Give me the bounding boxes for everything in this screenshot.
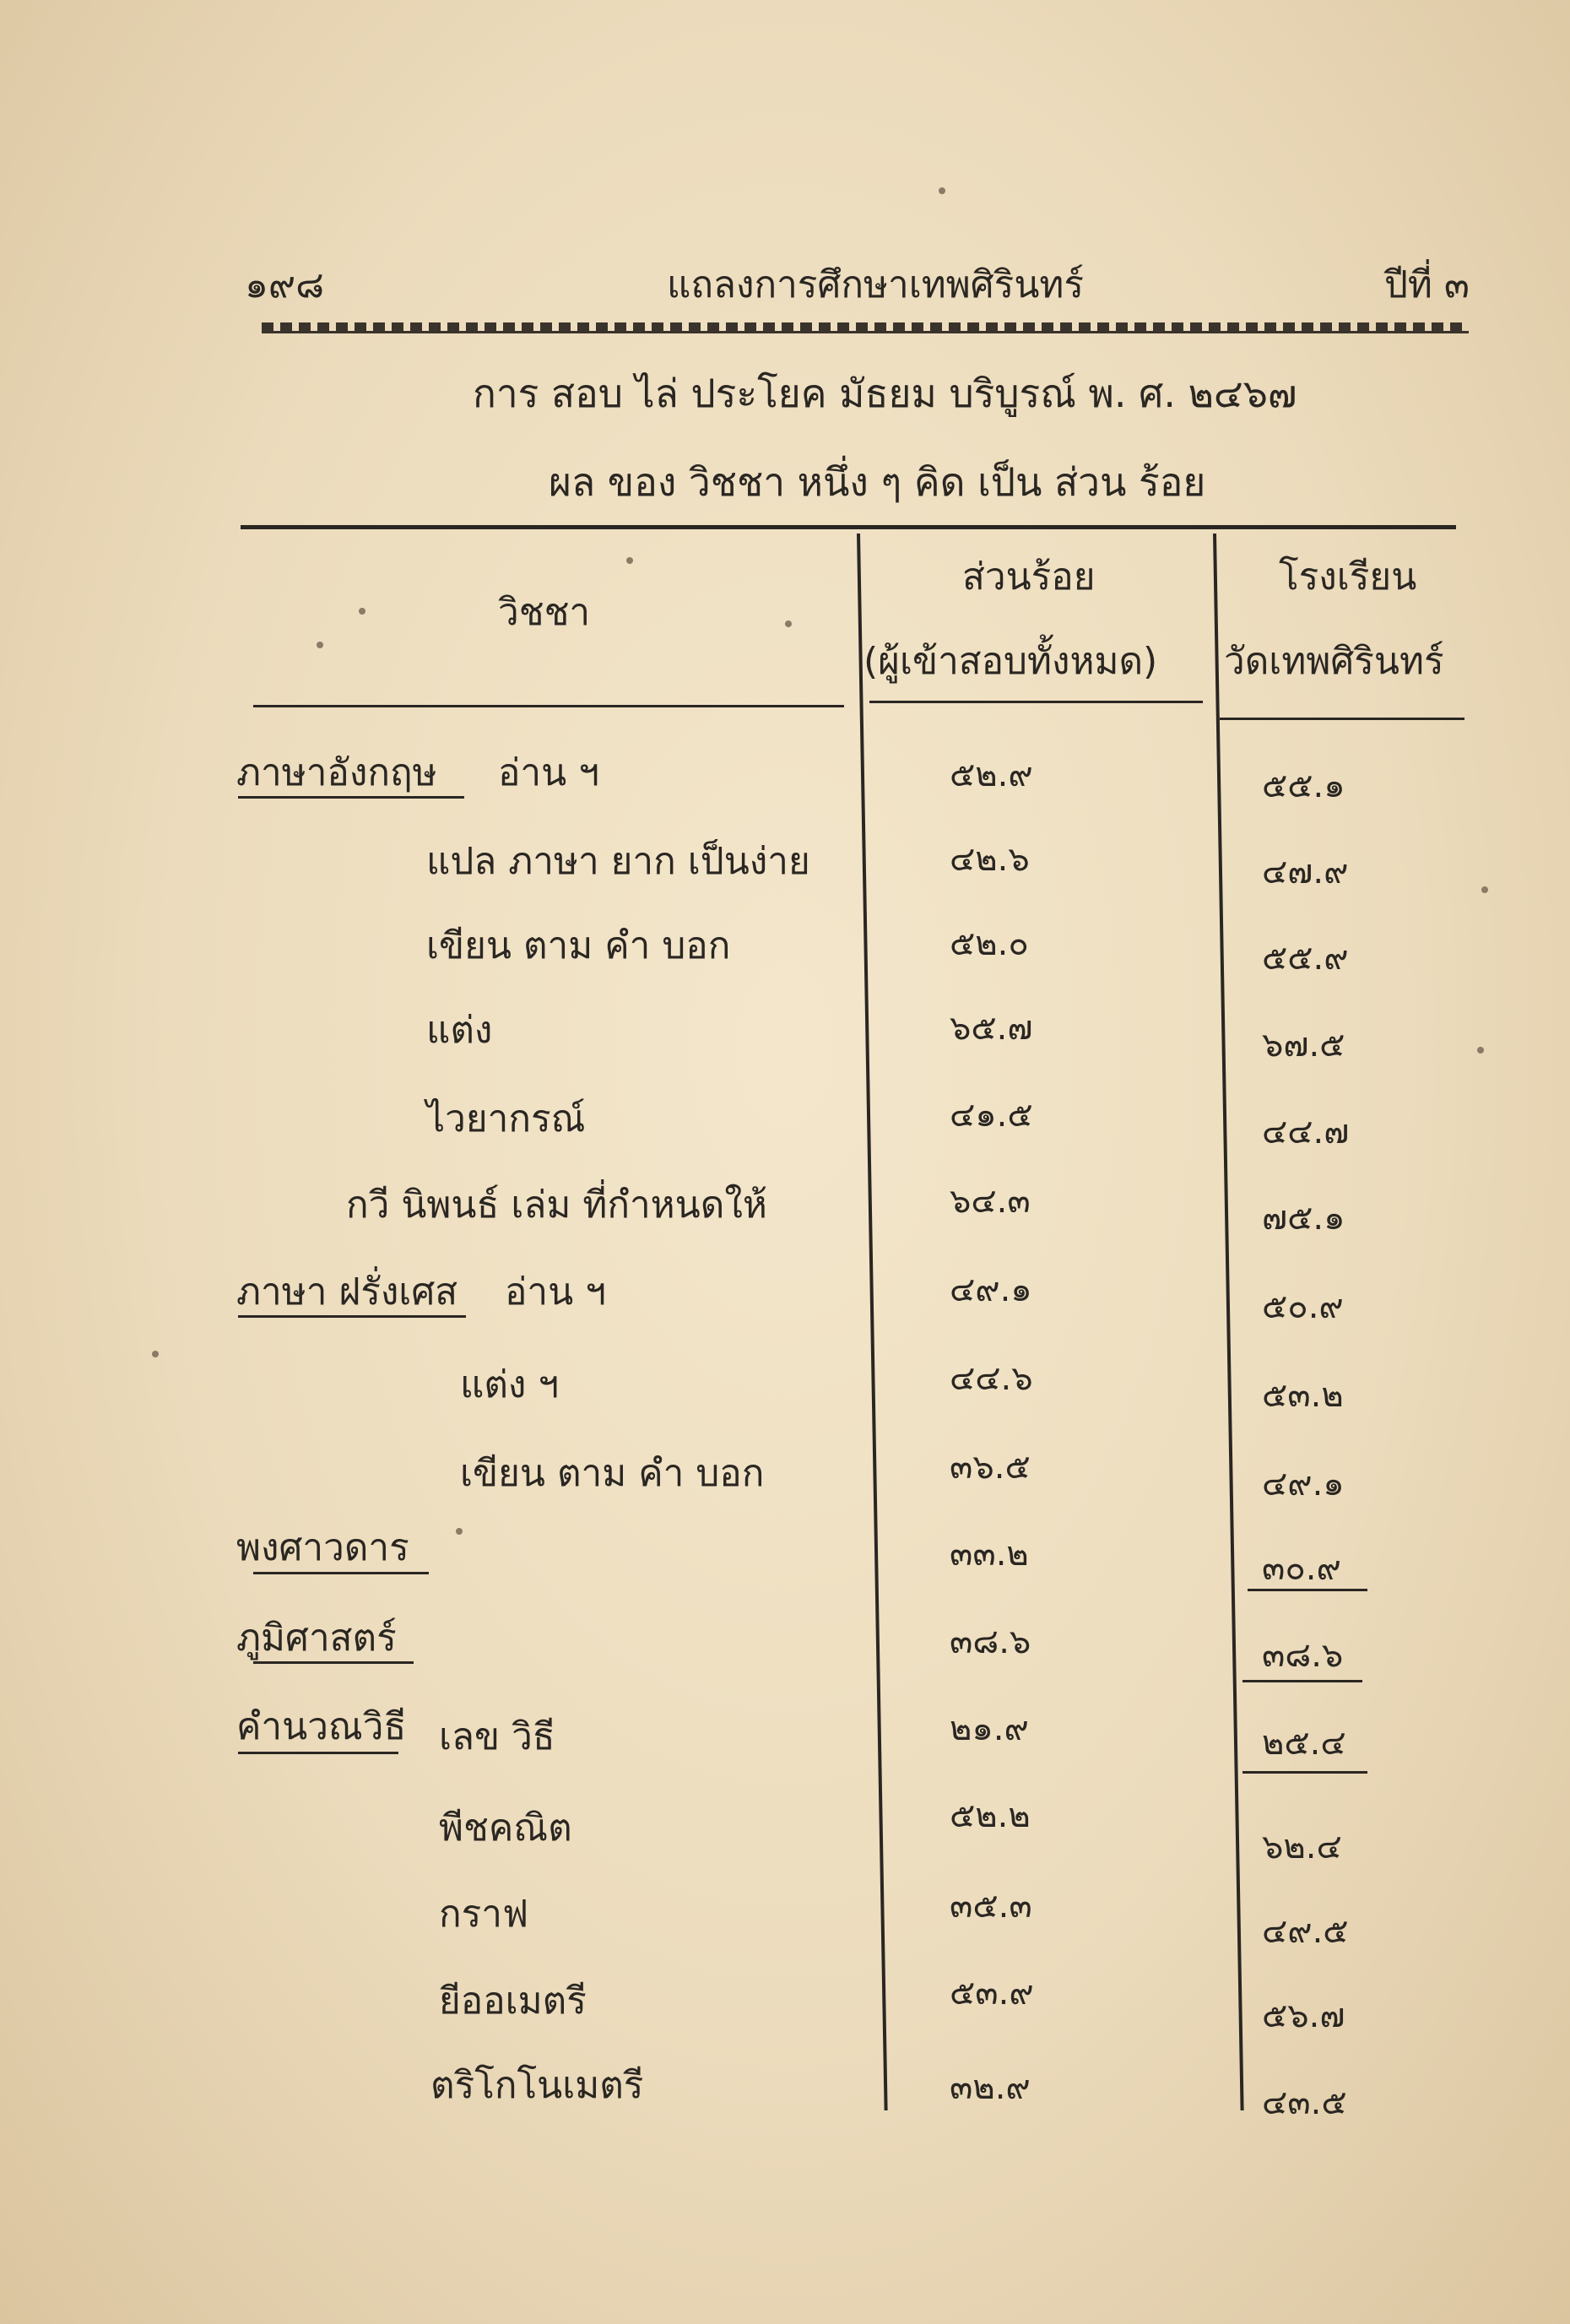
row-item: กวี นิพนธ์ เล่ม ที่กำหนดให้ [346, 1184, 767, 1227]
exam-title: การ สอบ ไล่ ประโยค มัธยม บริบูรณ์ พ. ศ. ๒๔๖๗ [473, 371, 1297, 416]
row-item: กราฟ [439, 1893, 529, 1936]
row-item: เขียน ตาม คำ บอก [426, 924, 731, 967]
paper-speck [785, 620, 792, 627]
value-school: ๔๓.๕ [1262, 2083, 1347, 2122]
row-item: แต่ง [426, 1009, 493, 1052]
value-all: ๕๒.๙ [950, 756, 1033, 794]
value-all: ๓๓.๒ [950, 1535, 1029, 1574]
value-all: ๔๒.๖ [950, 840, 1030, 879]
header-underline-school [1220, 718, 1464, 720]
paper-speck [152, 1351, 159, 1357]
paper-speck [1477, 1047, 1484, 1054]
value-underline-geography [1242, 1680, 1362, 1682]
value-school: ๔๗.๙ [1262, 853, 1349, 891]
group-underline-mathematics [238, 1752, 398, 1754]
value-all: ๓๖.๕ [950, 1448, 1031, 1487]
group-label-english: ภาษาอังกฤษ [236, 751, 437, 794]
value-all: ๖๔.๓ [950, 1182, 1031, 1221]
header-dashed-rule [262, 322, 1469, 333]
value-all: ๔๙.๑ [950, 1270, 1032, 1309]
row-item: อ่าน ฯ [505, 1270, 606, 1314]
row-item: ไวยากรณ์ [426, 1097, 586, 1140]
value-all: ๓๘.๖ [950, 1622, 1031, 1661]
value-all: ๔๑.๕ [950, 1096, 1033, 1135]
value-school: ๕๕.๑ [1262, 767, 1345, 805]
chapter-label: ปีที่ ๓ [1384, 263, 1470, 306]
value-school: ๕๓.๒ [1262, 1376, 1344, 1415]
value-underline-history [1248, 1589, 1367, 1591]
row-item: แต่ง ฯ [460, 1363, 560, 1406]
value-school: ๒๕.๔ [1262, 1724, 1346, 1763]
value-all: ๓๕.๓ [950, 1887, 1032, 1926]
value-school: ๕๖.๗ [1262, 1996, 1345, 2035]
running-title: แถลงการศึกษาเทพศิรินทร์ [667, 263, 1085, 306]
row-item: แปล ภาษา ยาก เป็นง่าย [426, 840, 810, 883]
paper-speck [939, 187, 945, 194]
group-underline-geography [253, 1661, 414, 1664]
group-label-history: พงศาวดาร [236, 1526, 409, 1569]
value-all: ๖๕.๗ [950, 1009, 1033, 1048]
column-header-school-name: วัดเทพศิรินทร์ [1224, 640, 1444, 683]
value-school: ๔๙.๕ [1262, 1912, 1349, 1951]
value-underline-arithmetic [1242, 1771, 1367, 1774]
value-all: ๒๑.๙ [950, 1709, 1029, 1748]
value-school: ๓๘.๖ [1262, 1636, 1344, 1675]
row-item: ตริโกโนเมตรี [430, 2064, 644, 2107]
value-school: ๖๗.๕ [1262, 1026, 1345, 1064]
value-all: ๕๓.๙ [950, 1974, 1034, 2013]
column-header-school: โรงเรียน [1279, 555, 1417, 599]
value-school: ๕๕.๙ [1262, 939, 1349, 978]
group-underline-english [238, 796, 464, 799]
column-divider-2 [1213, 534, 1244, 2110]
header-underline-subject [253, 705, 844, 707]
paper-speck [456, 1528, 463, 1535]
row-item: ยีออเมตรี [439, 1980, 587, 2023]
row-item: อ่าน ฯ [498, 751, 599, 794]
group-label-french: ภาษา ฝรั่งเศส [236, 1270, 458, 1314]
value-all: ๓๒.๙ [950, 2068, 1031, 2107]
value-school: ๔๙.๑ [1262, 1465, 1345, 1503]
row-item: เขียน ตาม คำ บอก [460, 1452, 765, 1495]
group-underline-history [253, 1572, 429, 1574]
column-header-subject: วิชชา [498, 591, 591, 634]
value-all: ๔๔.๖ [950, 1359, 1033, 1398]
table-top-rule [241, 525, 1456, 529]
paper-speck [1481, 886, 1488, 893]
value-school: ๖๒.๔ [1262, 1828, 1342, 1866]
value-school: ๓๐.๙ [1262, 1549, 1341, 1588]
group-underline-french [238, 1315, 466, 1318]
paper-speck [359, 608, 365, 615]
group-label-mathematics: คำนวณวิธี [236, 1705, 407, 1748]
group-label-geography: ภูมิศาสตร์ [236, 1617, 397, 1660]
row-item: พีชคณิต [439, 1807, 572, 1850]
value-school: ๔๔.๗ [1262, 1113, 1350, 1151]
column-header-percent-note: (ผู้เข้าสอบทั้งหมด) [864, 640, 1158, 683]
value-school: ๗๕.๑ [1262, 1199, 1345, 1238]
paper-speck [317, 642, 323, 648]
header-underline-percent [869, 701, 1203, 703]
value-school: ๕๐.๙ [1262, 1287, 1344, 1326]
column-divider-1 [857, 534, 888, 2110]
row-item: เลข วิธี [439, 1715, 555, 1758]
paper-speck [626, 557, 633, 564]
page-number: ๑๙๘ [245, 263, 325, 306]
column-header-percent: ส่วนร้อย [962, 555, 1096, 599]
value-all: ๕๒.๒ [950, 1796, 1031, 1835]
exam-subtitle: ผล ของ วิชชา หนึ่ง ๆ คิด เป็น ส่วน ร้อย [549, 459, 1206, 505]
value-all: ๕๒.๐ [950, 924, 1029, 963]
